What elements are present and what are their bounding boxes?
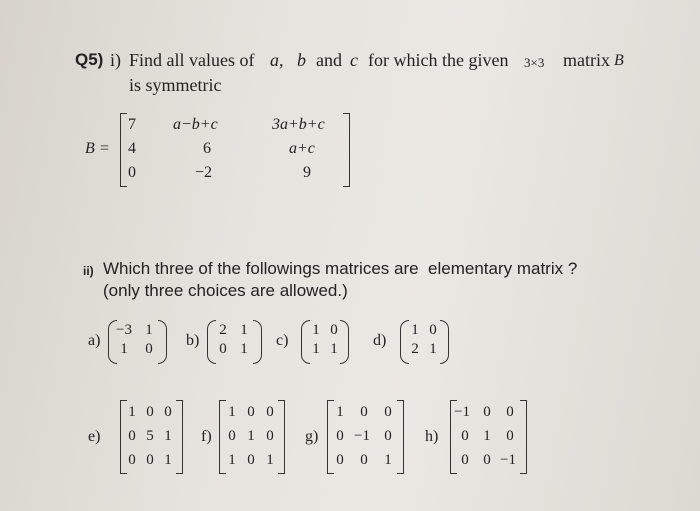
option-a-right-paren — [158, 320, 167, 364]
option-h-cell: 0 — [461, 452, 469, 468]
matrix-name: B — [614, 52, 624, 69]
option-g-cell: −1 — [354, 428, 370, 444]
option-d-cell: 1 — [429, 341, 437, 357]
b-32: −2 — [195, 164, 213, 181]
option-h-cell: 0 — [461, 428, 469, 444]
option-d-cell: 2 — [411, 341, 419, 357]
option-f-cell: 0 — [247, 404, 255, 420]
and-word: and — [316, 50, 342, 70]
option-c-cell: 1 — [330, 341, 338, 357]
matrix-word: matrix — [563, 50, 610, 70]
option-g-cell: 0 — [384, 404, 392, 420]
option-h-cell: 0 — [483, 404, 491, 420]
part-ii-text-1: Which three of the followings matrices are elementary matrix ? — [103, 259, 578, 278]
option-e-cell: 0 — [146, 452, 154, 468]
b-13: 3a+b+c — [272, 116, 325, 133]
option-h-right-bracket — [520, 400, 527, 474]
part-i-text-1: Find all values of — [129, 50, 255, 70]
option-a-cell: 1 — [120, 341, 128, 357]
option-e-label: e) — [88, 428, 101, 445]
option-g-cell: 1 — [384, 452, 392, 468]
var-a: a, — [270, 50, 284, 70]
option-f-cell: 1 — [228, 452, 236, 468]
option-d-label: d) — [373, 332, 387, 349]
b-23: a+c — [289, 140, 315, 157]
option-h-cell: 0 — [506, 404, 514, 420]
var-b: b — [297, 50, 306, 70]
b-21: 4 — [128, 140, 136, 157]
option-f-cell: 1 — [247, 428, 255, 444]
option-f-cell: 1 — [228, 404, 236, 420]
option-a-cell: 1 — [145, 322, 153, 338]
option-a-cell: −3 — [116, 322, 132, 338]
b-31: 0 — [128, 164, 136, 181]
option-g-label: g) — [305, 428, 319, 445]
option-g-cell: 0 — [384, 428, 392, 444]
option-e-cell: 1 — [128, 404, 136, 420]
option-e-cell: 0 — [164, 404, 172, 420]
option-f-cell: 0 — [266, 428, 274, 444]
option-g-cell: 0 — [336, 428, 344, 444]
option-d-cell: 0 — [429, 322, 437, 338]
option-g-cell: 0 — [360, 452, 368, 468]
option-h-label: h) — [425, 428, 439, 445]
b-33: 9 — [303, 164, 311, 181]
question-number: Q5) — [75, 50, 104, 69]
option-b-right-paren — [253, 320, 262, 364]
option-c-cell: 0 — [330, 322, 338, 338]
part-ii-text-2: (only three choices are allowed.) — [103, 281, 348, 300]
option-h-cell: −1 — [500, 452, 516, 468]
option-h-cell: 0 — [506, 428, 514, 444]
option-e-cell: 5 — [146, 428, 154, 444]
option-e-cell: 0 — [146, 404, 154, 420]
matrix-b-left-bracket — [120, 113, 127, 187]
var-c: c — [350, 50, 358, 70]
matrix-dims: 3×3 — [524, 55, 545, 70]
option-g-cell: 0 — [336, 452, 344, 468]
option-f-cell: 1 — [266, 452, 274, 468]
part-i-text-rest: for which the given — [368, 50, 509, 70]
matrix-b-right-bracket — [343, 113, 350, 187]
part-ii-label: ii) — [83, 264, 94, 278]
option-b-cell: 1 — [240, 322, 248, 338]
option-f-label: f) — [201, 428, 212, 445]
matrix-b-label: B — [85, 140, 95, 157]
option-f-cell: 0 — [266, 404, 274, 420]
option-c-cell: 1 — [312, 322, 320, 338]
option-a-cell: 0 — [145, 341, 153, 357]
option-e-cell: 0 — [128, 452, 136, 468]
b-12: a−b+c — [173, 116, 218, 133]
option-g-cell: 0 — [360, 404, 368, 420]
part-i-text-2: is symmetric — [129, 75, 222, 95]
option-b-label: b) — [186, 332, 200, 349]
option-b-cell: 0 — [219, 341, 227, 357]
b-11: 7 — [128, 116, 136, 133]
option-e-cell: 1 — [164, 428, 172, 444]
option-f-cell: 0 — [228, 428, 236, 444]
option-a-label: a) — [88, 332, 101, 349]
option-c-cell: 1 — [312, 341, 320, 357]
matrix-b-equals: = — [100, 140, 110, 157]
option-b-cell: 2 — [219, 322, 227, 338]
option-c-label: c) — [276, 332, 289, 349]
part-i-label: i) — [110, 50, 121, 70]
b-22: 6 — [203, 140, 211, 157]
option-g-cell: 1 — [336, 404, 344, 420]
option-f-cell: 0 — [247, 452, 255, 468]
option-h-cell: −1 — [454, 404, 470, 420]
option-e-cell: 0 — [128, 428, 136, 444]
option-b-cell: 1 — [240, 341, 248, 357]
option-h-cell: 0 — [483, 452, 491, 468]
option-g-right-bracket — [397, 400, 404, 474]
option-e-cell: 1 — [164, 452, 172, 468]
option-d-cell: 1 — [411, 322, 419, 338]
option-h-cell: 1 — [483, 428, 491, 444]
